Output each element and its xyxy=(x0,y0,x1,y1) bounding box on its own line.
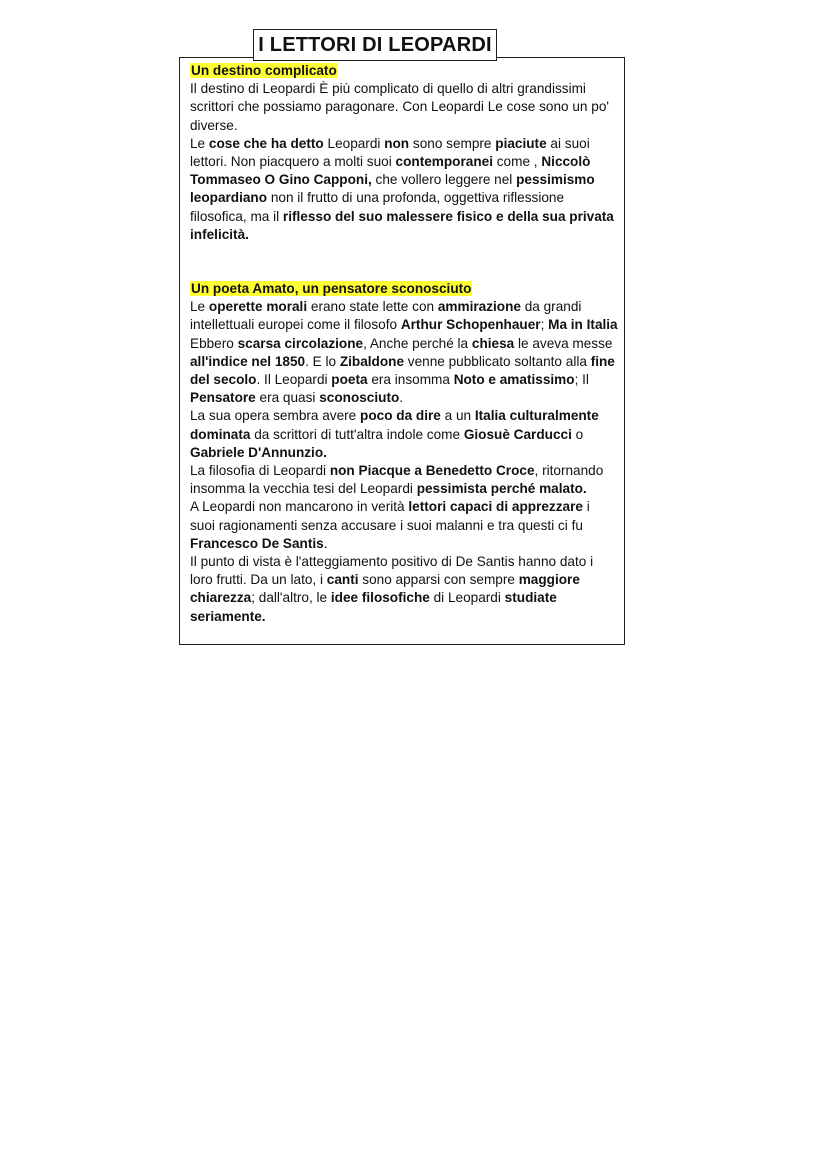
section-heading-text: Un destino complicato xyxy=(191,63,337,78)
bold-text: chiesa xyxy=(471,335,515,351)
text-run: era quasi xyxy=(255,390,320,406)
bold-text: riflesso del suo malessere fisico e della sua privata infelicità. xyxy=(190,208,614,242)
bold-text: Gabriele D'Annunzio. xyxy=(190,444,327,460)
bold-text: poco da dire xyxy=(360,408,441,424)
bold-text: pessimismo leopardiano xyxy=(190,172,595,206)
bold-text: Niccolò Tommaseo O Gino Capponi, xyxy=(190,154,591,188)
bold-text: Pensatore xyxy=(190,390,256,406)
text-run: Leopardi xyxy=(323,135,385,151)
text-run: a un xyxy=(440,408,475,424)
text-run: venne pubblicato soltanto alla xyxy=(404,353,591,369)
text-run: La sua opera sembra avere xyxy=(190,408,361,424)
text-run: erano state lette con xyxy=(307,299,438,315)
text-run: ai suoi lettori. Non piacquero a molti suoi xyxy=(190,135,590,170)
paragraph xyxy=(190,553,618,626)
text-run: non il frutto di una profonda, oggettiva riflessione filosofica, ma il xyxy=(190,190,565,224)
text-run: Ebbero xyxy=(190,335,238,351)
bold-text: poeta xyxy=(331,372,368,388)
content-frame xyxy=(179,57,625,645)
bold-text: operette morali xyxy=(208,299,308,315)
bold-text: contemporanei xyxy=(395,154,493,170)
content-body xyxy=(190,62,618,626)
bold-text: Noto e amatissimo xyxy=(453,372,575,388)
paragraph xyxy=(190,407,618,462)
section-heading xyxy=(190,280,618,298)
bold-text: lettori capaci di apprezzare xyxy=(408,499,583,515)
text-run: sono apparsi con sempre xyxy=(358,572,519,588)
text-run: da grandi intellettuali europei come il filosofo xyxy=(190,299,582,333)
text-run: Le xyxy=(190,299,209,315)
bold-text: maggiore chiarezza xyxy=(190,572,580,606)
bold-text: scarsa circolazione xyxy=(237,335,364,351)
text-run: . xyxy=(323,535,328,551)
bold-text: Giosuè Carducci xyxy=(463,426,572,442)
bold-text: idee filosofiche xyxy=(330,590,430,606)
text-run: ; Il xyxy=(574,372,589,388)
bold-text: cose che ha detto xyxy=(208,135,324,151)
text-run: ; dall'altro, le xyxy=(251,590,331,606)
text-run: Il punto di vista è l'atteggiamento positivo di De Santis hanno dato i loro frutti. Da un lato, i xyxy=(190,554,594,588)
bold-text: studiate seriamente. xyxy=(190,590,557,624)
bold-text: sconosciuto xyxy=(319,390,400,406)
paragraph xyxy=(190,498,618,553)
text-run: le aveva messe xyxy=(514,335,613,351)
text-run: sono sempre xyxy=(409,135,496,151)
bold-text: canti xyxy=(326,572,359,588)
text-run: da scrittori di tutt'altra indole come xyxy=(250,426,464,442)
paragraph xyxy=(190,298,618,407)
text-run: La filosofia di Leopardi xyxy=(190,463,330,479)
text-run: di Leopardi xyxy=(429,590,505,606)
paragraph xyxy=(190,462,618,498)
bold-text: pessimista perché malato. xyxy=(416,481,587,497)
section-gap xyxy=(190,244,618,280)
text-run: . Il Leopardi xyxy=(256,372,332,388)
bold-text: Ma in Italia xyxy=(548,317,618,333)
text-run: . E lo xyxy=(305,353,340,369)
text-run: era insomma xyxy=(367,372,454,388)
bold-text: Italia culturalmente dominata xyxy=(190,408,599,442)
section-heading-text: Un poeta Amato, un pensatore sconosciuto xyxy=(191,281,472,297)
bold-text: Arthur Schopenhauer xyxy=(400,317,541,333)
text-run: ; xyxy=(540,317,549,333)
page-title: I LETTORI DI LEOPARDI xyxy=(253,29,497,61)
bold-text: fine del secolo xyxy=(190,353,615,388)
text-run: Le xyxy=(190,135,209,151)
bold-text: ammirazione xyxy=(437,299,521,315)
text-run: , ritornando insomma la vecchia tesi del Leopardi xyxy=(190,463,604,497)
bold-text: piaciute xyxy=(495,135,547,151)
text-run: . xyxy=(399,390,404,406)
text-run: A Leopardi non mancarono in verità xyxy=(190,499,409,515)
text-run: , Anche perché la xyxy=(363,335,472,351)
text-run: Il destino di Leopardi È più complicato di quello di altri grandissimi scrittori che possiamo paragonare. Con Leopardi Le cose sono un po' diverse. xyxy=(190,81,609,133)
paragraph xyxy=(190,80,618,135)
bold-text: non Piacque a Benedetto Croce xyxy=(329,463,535,479)
section-heading xyxy=(190,62,618,80)
bold-text: Francesco De Santis xyxy=(190,535,324,551)
text-run: o xyxy=(571,426,584,442)
bold-text: Zibaldone xyxy=(339,353,405,369)
bold-text: all'indice nel 1850 xyxy=(190,353,306,369)
bold-text: non xyxy=(384,135,410,151)
text-run: come , xyxy=(492,154,542,170)
text-run: che vollero leggere nel xyxy=(371,172,517,188)
paragraph xyxy=(190,135,618,244)
text-run: i suoi ragionamenti senza accusare i suoi malanni e tra questi ci fu xyxy=(190,499,590,533)
